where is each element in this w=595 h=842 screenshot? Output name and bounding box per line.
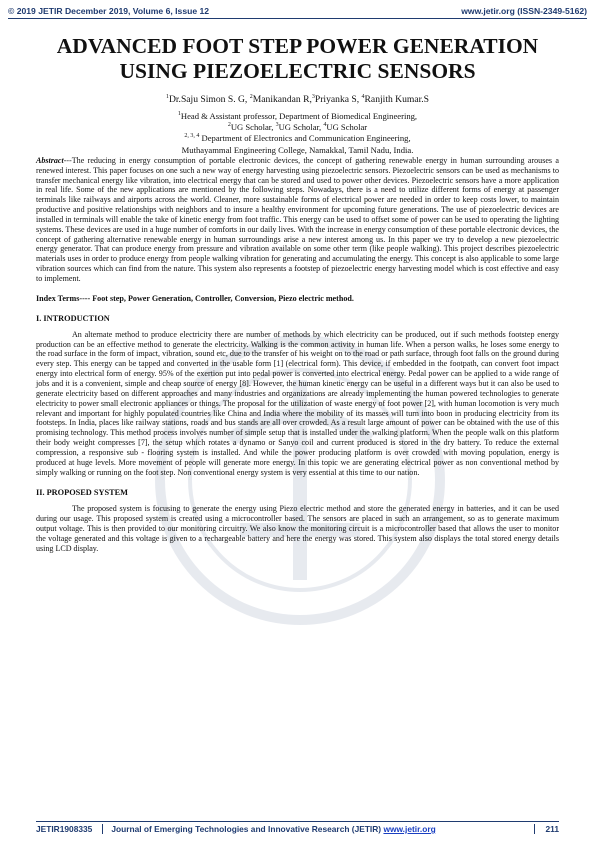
author-sup: 4 [361,93,365,100]
header-rule [8,18,587,19]
page-number: 211 [534,824,559,834]
section-body-introduction: An alternate method to produce electricity there are number of methods by which electricity can be produced, out if such methods footstep energy production can be an effective method to generate the electricity. Walking is the common activity in human life. When a person walks, he loses some energy to the road surface in the form of impact, vibration, sound etc, due to the transfer of his weight on to the road or path surface, through foot falls on the ground during every step. This energy can be tapped and converted in the usable form [1] (electrical form). This device, if embedded in the footpath, can convert foot impact energy into electrical form of energy. 95% of the exertion put into pedal power is converted into electrical energy. Pedal power can be applied to a wide range of jobs and it is a convenient, simple and cheap source of energy [8]. However, the human kinetic energy can be useful in a different ways but it can also be used to generate electricity based on different approaches and many industries and organizations are already implementing the human powered technologies to generate electricity to power small electronic appliances or things. The proposal for the utilization of waste energy of foot power [2], with human locomotion is very much relevant and important for highly populated countries like China and India where the mobility of its masses will turn into boon in producing electricity from its footsteps. In India, places like railway stations, roads and bus stands are all over crowded. As a result large amount of power can be obtained with the use of this promising technology. This method process involves number of simple setup that is installed under the walking platform. When the people walk on this platform their body weight compresses [7], the setup which rotates a dynamo or Sanyo coil and current produced is stored in the dry battery. To reduce the external compression, a responsive sub - flooring system is installed. And while the power producing platform is over crowded with moving population, energy is produced at huge levels. More movement of people will generate more energy. In this topic we are generating electrical power as non conventional method by simply walking or running on the foot step. Non conventional energy system is very essential at this time to our nation. [36,329,559,477]
affiliation-line [36,133,559,144]
journal-name [103,824,534,834]
affil-text: UG Scholar, [230,122,276,133]
affil-sup: 2, 3, 4 [184,133,200,140]
affil-text: Head & Assistant professor, Department of Biomedical Engineering, [180,111,418,121]
affil-text: UG Scholar [326,122,368,133]
author-name: Manikandan R, [252,94,312,105]
affiliations [36,111,559,156]
affil-sup: 3 [275,122,279,129]
page-content [36,26,559,554]
affil-text: Department of Electronics and Communication Engineering, [199,133,411,144]
author-name: Priyanka S, [314,94,362,105]
affil-sup: 1 [177,111,181,118]
author-sup: 1 [165,93,169,100]
section-body-proposed-system: The proposed system is focusing to generate the energy using Piezo electric method and store the generated energy in batteries, and it can be used during our usage. This proposed system is created using a microcontroller based. The sensors are placed in such an arrangement, so as to generate maximum output voltage. This is then provided to our monitoring circuitry. We also know the monitoring circuit is a microcontroller based that allows the user to monitor the voltage generated and this voltage is given to a rechargeable battery and here the energy was stored. This system also displays the total stored energy details using LCD display. [36,504,559,553]
affiliation-line: Muthayammal Engineering College, Namakkal, Tamil Nadu, India. [181,144,414,155]
footer-rule [36,821,559,822]
author-name: Dr.Saju Simon S. G, [168,94,250,105]
section-heading-proposed-system: II. PROPOSED SYSTEM [36,488,128,498]
affiliation-line [36,111,559,122]
journal-text: Journal of Emerging Technologies and Innovative Research (JETIR) [111,824,384,834]
abstract [36,156,559,284]
author-sup: 2 [249,93,253,100]
journal-link[interactable]: www.jetir.org [383,824,436,834]
header-left: © 2019 JETIR December 2019, Volume 6, Issue 12 [8,6,210,16]
affil-sup: 4 [323,122,327,129]
author-name: Ranjith Kumar.S [364,94,430,105]
affil-text: UG Scholar, [278,122,324,133]
paper-title: ADVANCED FOOT STEP POWER GENERATION USING PIEZOELECTRIC SENSORS [56,34,539,83]
section-heading-introduction: I. INTRODUCTION [36,313,110,323]
running-footer [36,824,559,834]
author-list [36,94,559,105]
running-header [8,6,587,16]
author-sup: 3 [311,93,315,100]
affil-sup: 2 [227,122,231,129]
index-terms: Index Terms---- Foot step, Power Generation, Controller, Conversion, Piezo electric method. [36,293,354,303]
paper-id: JETIR1908335 [36,824,103,834]
affiliation-line [36,122,559,133]
abstract-label: Abstract--- [36,155,72,165]
header-right: www.jetir.org (ISSN-2349-5162) [461,6,587,16]
abstract-text: The reducing in energy consumption of portable electronic devices, the concept of gathering renewable energy in human surrounding arouses a renewed interest. This paper focuses on one such a new way of energy harvesting using piezoelectric sensors. Piezoelectric sensors can be used as mechanisms to transfer mechanical energy like vibration, into electrical energy that can be stored and used to power other devices. Piezoelectric sensors have a more application in real life. Some of the new applications are mentioned by the following steps. Nowadays, there is a need to utilize different forms of energy at passenger terminals like railways and airports across the world. Cleaner, more sustainable forms of electrical power are needed in order to keep costs lower, to maintain productive and positive relationships with neighbors and to insure a healthy environment for upcoming future generations. The use of piezoelectric devices are installed in terminals will enable the take of kinetic energy from foot traffic. This energy can be used to offset some of power can be used to operating the lighting systems. These devices are used in a huge number of comforts in our daily lives. With the increase in energy consumption of these portable electronic devices, the concept of gathering alternative renewable energy in human surroundings arise a new interest among us. In this paper we try to develop a new piezoelectric energy generator. That can produce energy from pressure and vibration available on some other term (like people walking). This project describes piezoelectric materials uses in order to produce energy from people walking vibration for generating and accumulating the energy. This concept is also applicable to some large vibration sources which can find from the nature. This system also represents a footstep of piezoelectric energy harvesting model which is cost effective and easy to implement. [36,155,559,283]
